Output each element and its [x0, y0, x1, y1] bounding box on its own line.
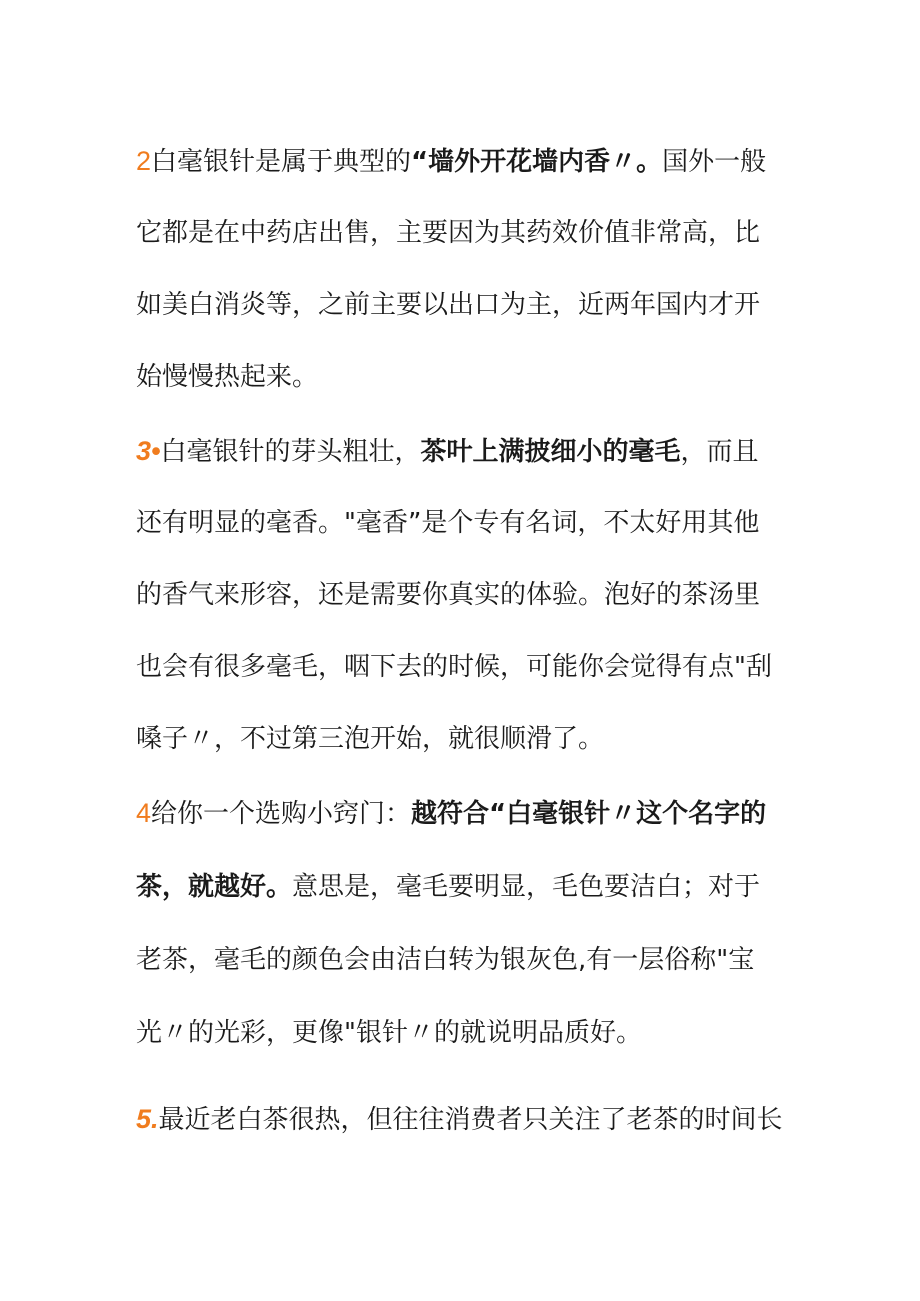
- text-run: 如美白消炎等，之前主要以出口为主，近两年国内才开: [136, 290, 761, 320]
- text-run: 给你一个选购小窍门：: [151, 799, 412, 829]
- paragraph-number: 5.: [136, 1104, 159, 1134]
- text-line: [136, 795, 766, 831]
- bold-text-run: 茶，就越好。: [136, 872, 293, 902]
- text-run: 还有明显的毫香。"毫香”是个专有名词，不太好用其他: [136, 508, 760, 538]
- text-line: [136, 287, 760, 323]
- text-run: 意思是，毫毛要明显，毛色要洁白；对于: [292, 872, 761, 902]
- text-run: 也会有很多毫毛，咽下去的时候，可能你会觉得有点"刮: [136, 652, 772, 682]
- text-line: [136, 143, 766, 179]
- text-run: 最近老白茶很热，但往往消费者只关注了老茶的时间长: [158, 1105, 783, 1135]
- text-line: [136, 433, 759, 469]
- text-run: 始慢慢热起来。: [136, 362, 319, 392]
- text-run: 光〃的光彩，更像"银针〃的就说明品质好。: [136, 1018, 642, 1048]
- text-line: [136, 505, 759, 541]
- bold-text-run: “墙外开花墙内香〃。: [411, 147, 663, 177]
- bold-text-run: 越符合“白毫银针〃这个名字的: [411, 799, 767, 829]
- bold-text-run: 茶叶上满披细小的毫毛: [420, 437, 681, 467]
- text-line: [136, 359, 318, 395]
- paragraph-number: 4: [136, 798, 152, 828]
- text-line: [136, 869, 760, 905]
- text-line: [136, 215, 760, 251]
- text-run: 它都是在中药店出售，主要因为其药效价值非常高，比: [136, 218, 761, 248]
- text-run: 老茶，毫毛的颜色会由洁白转为银灰色,有一层俗称"宝: [136, 945, 755, 975]
- text-line: [136, 942, 754, 978]
- text-line: [136, 1015, 642, 1051]
- text-line: [136, 1101, 783, 1137]
- text-run: 国外一般: [662, 147, 767, 177]
- text-line: [136, 649, 772, 685]
- text-run: 嗓子〃，不过第三泡开始，就很顺滑了。: [136, 724, 605, 754]
- paragraph-number: 2: [136, 146, 152, 176]
- text-run: ，而且: [680, 437, 759, 467]
- text-line: [136, 577, 760, 613]
- paragraph-number: 3•: [136, 436, 161, 466]
- text-line: [136, 721, 604, 757]
- text-run: 的香气来形容，还是需要你真实的体验。泡好的茶汤里: [136, 580, 761, 610]
- text-run: 白毫银针是属于典型的: [151, 147, 412, 177]
- text-run: 白毫银针的芽头粗壮，: [160, 437, 421, 467]
